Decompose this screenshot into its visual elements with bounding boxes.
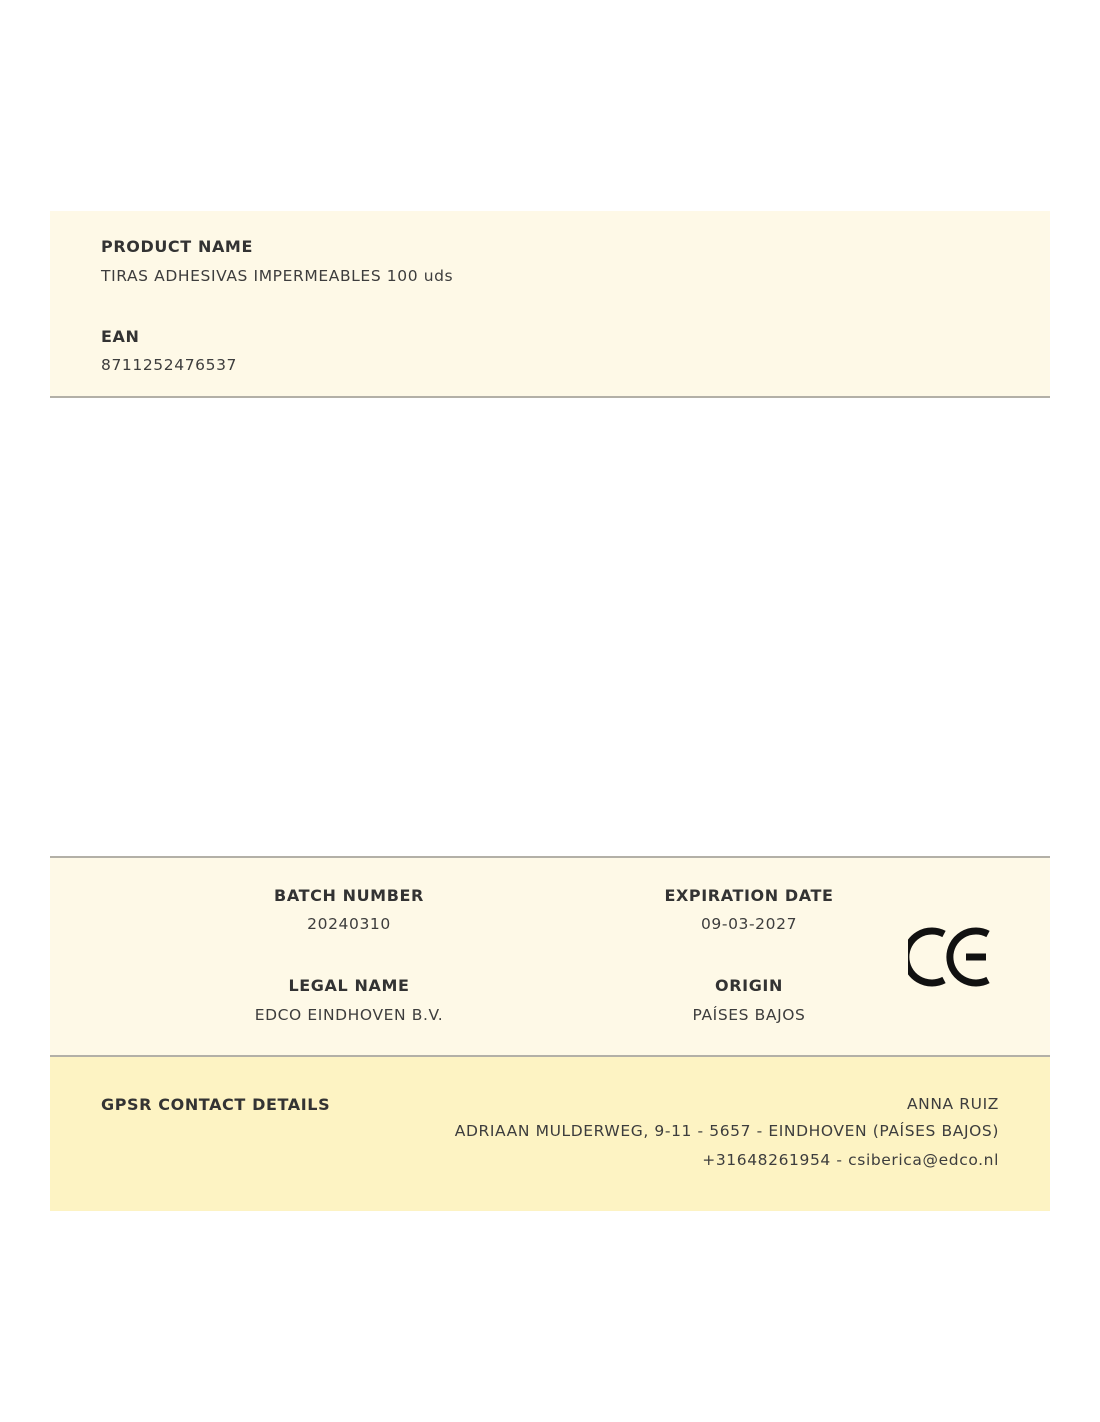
- ean-label: EAN: [101, 327, 140, 346]
- contact-phone-email: +31648261954 - csiberica@edco.nl: [702, 1151, 999, 1169]
- gpsr-contact-label: GPSR CONTACT DETAILS: [101, 1095, 331, 1114]
- legal-name-label: LEGAL NAME: [288, 976, 410, 995]
- product-name-label: PRODUCT NAME: [101, 237, 253, 256]
- ean-value: 8711252476537: [101, 356, 238, 374]
- details-panel: [50, 856, 1050, 1057]
- batch-number-label: BATCH NUMBER: [274, 886, 424, 905]
- ce-mark-icon: [908, 926, 992, 988]
- expiration-date-value: 09-03-2027: [700, 915, 798, 933]
- product-panel: [50, 211, 1050, 398]
- origin-label: ORIGIN: [715, 976, 783, 995]
- product-name-value: TIRAS ADHESIVAS IMPERMEABLES 100 uds: [101, 267, 454, 285]
- origin-value: PAÍSES BAJOS: [692, 1006, 806, 1024]
- expiration-date-label: EXPIRATION DATE: [664, 886, 834, 905]
- batch-number-value: 20240310: [307, 915, 391, 933]
- legal-name-value: EDCO EINDHOVEN B.V.: [254, 1006, 444, 1024]
- contact-panel: [50, 1057, 1050, 1211]
- contact-address: ADRIAAN MULDERWEG, 9-11 - 5657 - EINDHOVEN (PAÍSES BAJOS): [454, 1122, 999, 1140]
- contact-name: ANNA RUIZ: [906, 1095, 999, 1113]
